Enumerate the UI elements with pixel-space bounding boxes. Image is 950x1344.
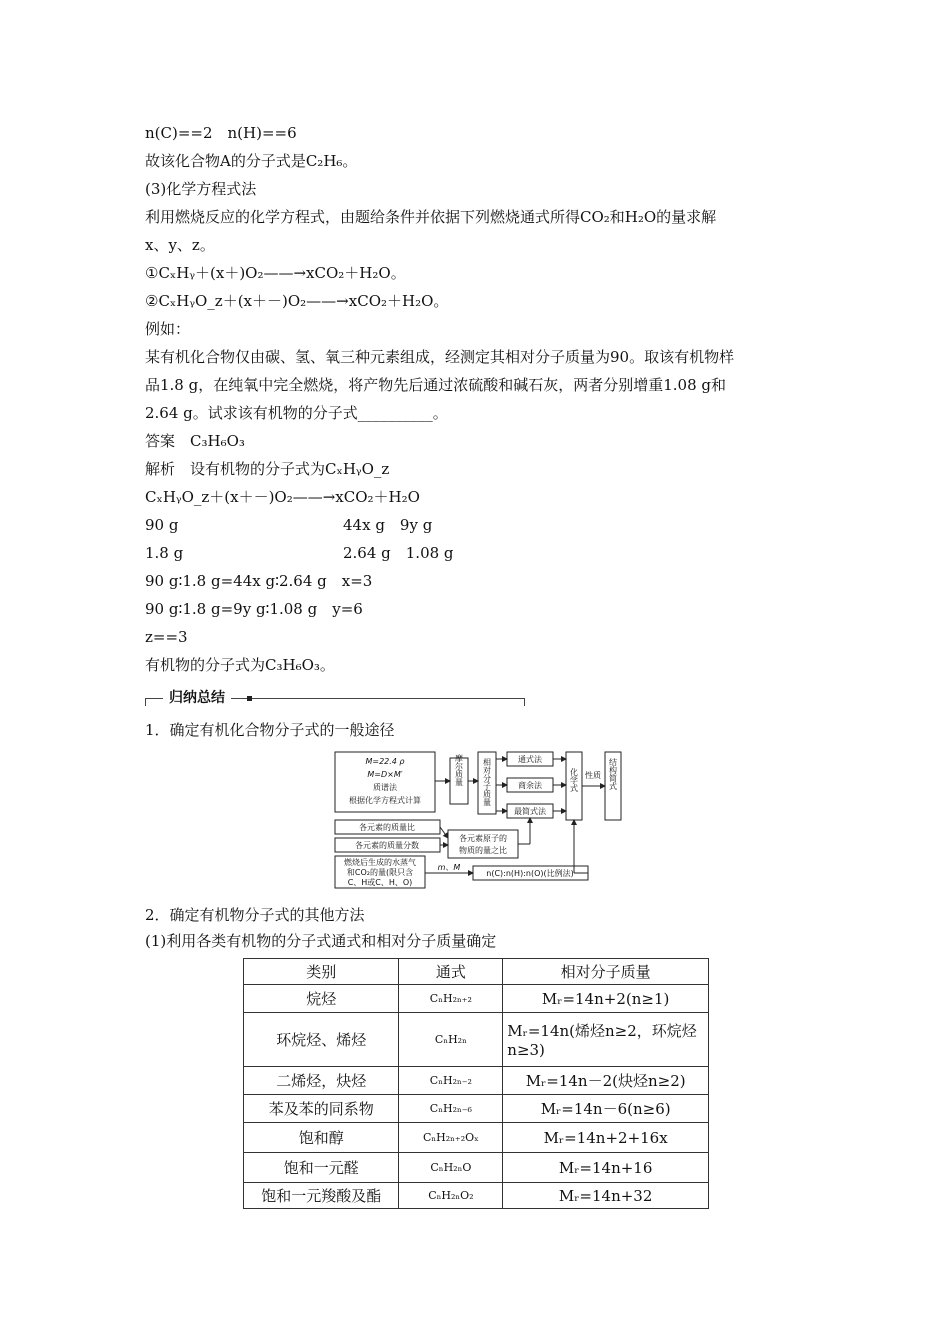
table-cell: CₙH₂ₙ₊₂ (399, 985, 503, 1013)
analysis-equation: CₓHᵧO_z＋(x＋－)O₂——→xCO₂＋H₂O (145, 488, 420, 506)
table-cell: CₙH₂ₙ (399, 1013, 503, 1067)
diagram-combustion-1: 燃烧后生成的水蒸气 (344, 858, 416, 867)
table-cell: Mᵣ=14n+2+16x (503, 1123, 709, 1153)
analysis-ratio-y: 90 g∶1.8 g=9y g∶1.08 g y=6 (145, 600, 363, 618)
line-formula-a: 故该化合物A的分子式是C₂H₆。 (145, 152, 358, 170)
table-cell: 饱和一元醛 (244, 1153, 399, 1183)
diagram-mole-ratio-2: 物质的量之比 (459, 846, 507, 855)
diagram-quotient-remainder-method: 商余法 (518, 781, 542, 790)
table-row (244, 1153, 709, 1183)
analysis-row-2-right: 2.64 g 1.08 g (343, 544, 454, 562)
diagram-combustion-3: C、H或C、H、O) (347, 878, 413, 887)
table-cell: CₙH₂ₙ₊₂Oₓ (399, 1123, 503, 1153)
table-cell: 烷烃 (244, 985, 399, 1013)
table-cell: 饱和醇 (244, 1123, 399, 1153)
analysis-conclusion: 有机物的分子式为C₃H₆O₃。 (145, 656, 335, 674)
analysis-row-1-left: 90 g (145, 516, 179, 534)
diagram-chemical-formula: 化学式 (569, 768, 579, 792)
line-method-3: (3)化学方程式法 (145, 180, 257, 198)
analysis-row-2-left: 1.8 g (145, 544, 184, 562)
table-row (244, 1067, 709, 1095)
analysis-ratio-x: 90 g∶1.8 g=44x g∶2.64 g x=3 (145, 572, 373, 590)
table-row (244, 1183, 709, 1209)
formula-table (243, 958, 709, 1209)
summary-label: 归纳总结 (163, 689, 231, 707)
summary-rule-right-tick (524, 698, 525, 706)
molecular-formula-flowchart (333, 750, 623, 890)
diagram-box1-line1: M=22.4 ρ (365, 757, 405, 766)
problem-line-2: 品1.8 g，在纯氧中完全燃烧，将产物先后通过浓硫酸和碱石灰，两者分别增重1.08 g和 (145, 376, 726, 394)
table-cell: Mᵣ=14n+32 (503, 1183, 709, 1209)
diagram-molar-mass: 摩尔质量 (454, 754, 464, 786)
table-cell: CₙH₂ₙ₋₂ (399, 1067, 503, 1095)
diagram-mass-fraction: 各元素的质量分数 (355, 841, 419, 850)
analysis-z: z==3 (145, 628, 188, 646)
table-row (244, 1123, 709, 1153)
table-cell: CₙH₂ₙO₂ (399, 1183, 503, 1209)
line-example: 例如： (145, 320, 191, 338)
diagram-m-M: m、M (437, 863, 461, 872)
section-1-title: 1．确定有机化合物分子式的一般途径 (145, 721, 395, 739)
line-method-desc: 利用燃烧反应的化学方程式，由题给条件并依据下列燃烧通式所得CO₂和H₂O的量求解 (145, 208, 717, 226)
analysis-row-1-right: 44x g 9y g (343, 516, 433, 534)
table-row (244, 1095, 709, 1123)
equation-2: ②CₓHᵧO_z＋(x＋－)O₂——→xCO₂＋H₂O。 (145, 292, 449, 310)
table-row (244, 1013, 709, 1067)
table-cell: CₙH₂ₙ₋₆ (399, 1095, 503, 1123)
table-cell: Mᵣ=14n+2(n≥1) (503, 985, 709, 1013)
table-cell: Mᵣ=14n(烯烃n≥2，环烷烃n≥3) (503, 1013, 709, 1067)
problem-line-3: 2.64 g。试求该有机物的分子式__________。 (145, 404, 448, 422)
summary-header (145, 690, 525, 706)
table-cell: Mᵣ=14n－2(炔烃n≥2) (503, 1067, 709, 1095)
analysis-line: 解析 设有机物的分子式为CₓHᵧO_z (145, 460, 390, 478)
summary-rule-left-tick (145, 698, 146, 706)
line-xyz: x、y、z。 (145, 236, 215, 254)
diagram-box1-line4: 根据化学方程式计算 (349, 796, 421, 805)
diagram-combustion-2: 和CO₂的量(限只含 (346, 868, 414, 877)
diagram-mass-ratio: 各元素的质量比 (359, 823, 415, 832)
answer-line: 答案 C₃H₆O₃ (145, 432, 245, 450)
diagram-ratio-method: n(C):n(H):n(O)(比例法) (486, 869, 574, 878)
table-cell: 饱和一元羧酸及酯 (244, 1183, 399, 1209)
equation-1: ①CₓHᵧ＋(x＋)O₂——→xCO₂＋H₂O。 (145, 264, 406, 282)
diagram-relative-mass: 相对分子质量 (482, 758, 492, 806)
table-header-row (244, 959, 709, 985)
table-header-category: 类别 (244, 959, 399, 985)
diagram-box1-line3: 质谱法 (373, 783, 397, 792)
table-cell: Mᵣ=14n+16 (503, 1153, 709, 1183)
section-2-title: 2．确定有机物分子式的其他方法 (145, 906, 365, 924)
table-header-mass: 相对分子质量 (503, 959, 709, 985)
diagram-general-formula-method: 通式法 (518, 755, 542, 764)
table-cell: 环烷烃、烯烃 (244, 1013, 399, 1067)
table-cell: CₙH₂ₙO (399, 1153, 503, 1183)
section-2-sub-1: (1)利用各类有机物的分子式通式和相对分子质量确定 (145, 932, 497, 950)
diagram-box1-line2: M=D×M′ (367, 770, 403, 779)
problem-line-1: 某有机化合物仅由碳、氢、氧三种元素组成，经测定其相对分子质量为90。取该有机物样 (145, 348, 735, 366)
diagram-simplest-formula-method: 最简式法 (514, 807, 546, 816)
diagram-structure: 结构简式 (608, 758, 618, 790)
diagram-property: 性质 (585, 771, 601, 780)
table-header-formula: 通式 (399, 959, 503, 985)
table-row (244, 985, 709, 1013)
line-nc-nh: n(C)==2 n(H)==6 (145, 124, 297, 142)
diagram-mole-ratio-1: 各元素原子的 (459, 834, 507, 843)
table-cell: Mᵣ=14n－6(n≥6) (503, 1095, 709, 1123)
table-cell: 二烯烃，炔烃 (244, 1067, 399, 1095)
square-bullet-icon (247, 696, 252, 701)
table-cell: 苯及苯的同系物 (244, 1095, 399, 1123)
